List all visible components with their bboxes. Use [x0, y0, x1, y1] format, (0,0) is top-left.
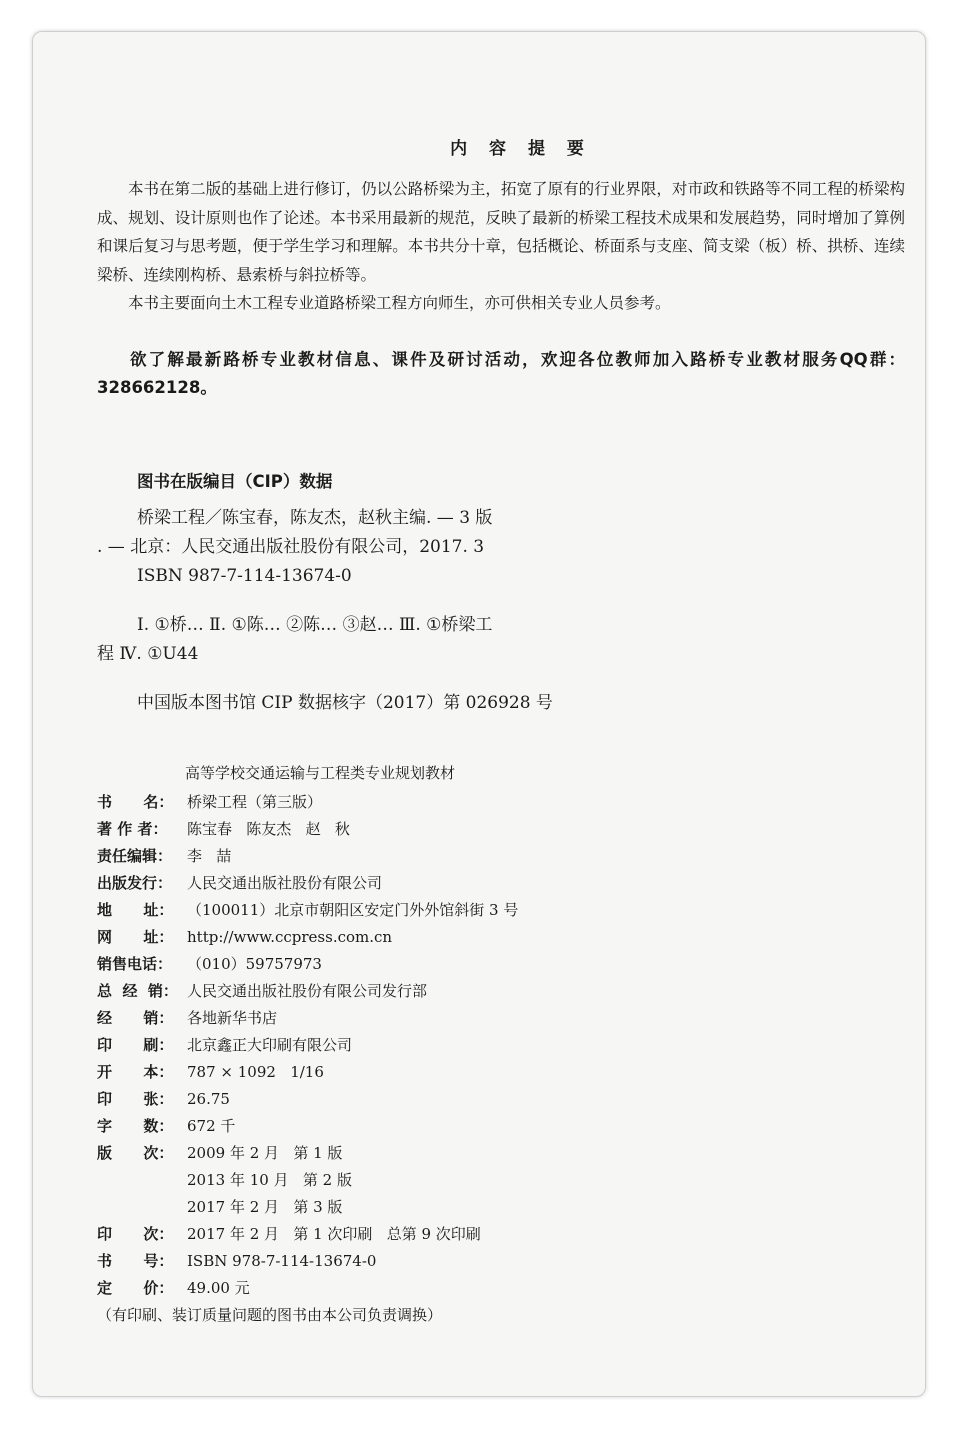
publication-row-label: 印 次：: [97, 1224, 174, 1243]
quality-footnote: （有印刷、装订质量问题的图书由本公司负责调换）: [97, 1305, 443, 1324]
publication-row-label: 开 本：: [97, 1062, 174, 1081]
publication-row-label: 书 号：: [97, 1251, 174, 1270]
publication-row: [97, 870, 905, 897]
publication-row-label: 销售电话：: [97, 954, 173, 973]
publication-row: [97, 897, 905, 924]
cip-data-block: [97, 504, 905, 718]
publication-row-label: 定 价：: [97, 1278, 174, 1297]
publication-row-value: 各地新华书店: [187, 1008, 278, 1027]
publication-row: [97, 978, 905, 1005]
publication-row-value: 787 × 1092 1/16: [187, 1062, 324, 1081]
publication-row: [97, 951, 905, 978]
page-content: [97, 134, 905, 1329]
publication-row-label: 网 址：: [97, 927, 174, 946]
cip-line: 程 Ⅳ. ①U44: [97, 643, 199, 664]
publication-row: [97, 816, 905, 843]
publication-row-label: 经 销：: [97, 1008, 174, 1027]
publication-row: [97, 1113, 905, 1140]
publication-row: [97, 924, 905, 951]
cip-line: 桥梁工程／陈宝春，陈友杰，赵秋主编. — 3 版: [137, 507, 493, 528]
publication-row-value: （100011）北京市朝阳区安定门外外馆斜街 3 号: [187, 900, 519, 919]
publication-row: [97, 1275, 905, 1302]
publication-details: [97, 789, 905, 1302]
publication-row-label: 出版发行：: [97, 873, 173, 892]
publication-row-label: 印 刷：: [97, 1035, 174, 1054]
publication-row-label: 总 经 销：: [97, 981, 178, 1000]
publication-row: [97, 1194, 905, 1221]
publication-row-value: 2017 年 2 月 第 3 版: [187, 1197, 343, 1216]
publication-row-label: 字 数：: [97, 1116, 174, 1135]
publication-row: [97, 1248, 905, 1275]
publication-row-value: 人民交通出版社股份有限公司: [187, 873, 383, 892]
publication-row: [97, 1221, 905, 1248]
cip-line: . — 北京：人民交通出版社股份有限公司，2017. 3: [97, 536, 485, 557]
publication-row-value: ISBN 978-7-114-13674-0: [187, 1251, 377, 1270]
publication-row: [97, 1167, 905, 1194]
publication-row-value: 陈宝春 陈友杰 赵 秋: [187, 819, 350, 838]
publication-row-value: 672 千: [187, 1116, 236, 1135]
publication-row-label: 版 次：: [97, 1143, 174, 1162]
publication-row-label: 书 名：: [97, 792, 174, 811]
publication-row-label: 责任编辑：: [97, 846, 173, 865]
publication-row: [97, 1032, 905, 1059]
publication-row-value: （010）59757973: [187, 954, 322, 973]
publication-row: [97, 1086, 905, 1113]
publication-row-value: 北京鑫正大印刷有限公司: [187, 1035, 353, 1054]
cip-line: ISBN 987-7-114-13674-0: [137, 565, 352, 586]
publication-row-value: 2009 年 2 月 第 1 版: [187, 1143, 343, 1162]
series-name: 高等学校交通运输与工程类专业规划教材: [185, 763, 456, 782]
publication-row-value: 2017 年 2 月 第 1 次印刷 总第 9 次印刷: [187, 1224, 481, 1243]
summary-title: 内 容 提 要: [450, 139, 592, 159]
summary-paragraph: 本书主要面向土木工程专业道路桥梁工程方向师生，亦可供相关专业人员参考。: [128, 294, 671, 312]
publication-row-value: 49.00 元: [187, 1278, 250, 1297]
publication-row: [97, 1140, 905, 1167]
publication-row-label: 地 址：: [97, 900, 174, 919]
publication-row-value: 李 喆: [187, 846, 232, 865]
publication-row: [97, 1059, 905, 1086]
copyright-page: [32, 31, 926, 1397]
cip-line: 中国版本图书馆 CIP 数据核字（2017）第 026928 号: [137, 692, 553, 713]
publication-row-label: 著 作 者：: [97, 819, 168, 838]
publication-row-value: 人民交通出版社股份有限公司发行部: [187, 981, 428, 1000]
publication-row-value: 26.75: [187, 1089, 230, 1108]
publication-row-value: http://www.ccpress.com.cn: [187, 927, 393, 946]
cip-line: Ⅰ. ①桥… Ⅱ. ①陈… ②陈… ③赵… Ⅲ. ①桥梁工: [137, 614, 493, 635]
teacher-group-notice: 欲了解最新路桥专业教材信息、课件及研讨活动，欢迎各位教师加入路桥专业教材服务QQ群：328662128。: [97, 349, 905, 397]
publication-row: [97, 843, 905, 870]
publication-row-value: 2013 年 10 月 第 2 版: [187, 1170, 352, 1189]
publication-row-value: 桥梁工程（第三版）: [187, 792, 323, 811]
publication-row: [97, 789, 905, 816]
publication-row-label: 印 张：: [97, 1089, 174, 1108]
publication-row: [97, 1005, 905, 1032]
summary-paragraph: 本书在第二版的基础上进行修订，仍以公路桥梁为主，拓宽了原有的行业界限，对市政和铁路等不同工程的桥梁构成、规划、设计原则也作了论述。本书采用最新的规范，反映了最新的桥梁工程技术成果和发展趋势，同时增加了算例和课后复习与思考题，便于学生学习和理解。本书共分十章，包括概论、桥面系与支座、简支梁（板）桥、拱桥、连续梁桥、连续刚构桥、悬索桥与斜拉桥等。: [97, 180, 905, 284]
cip-title: 图书在版编目（CIP）数据: [137, 471, 333, 491]
